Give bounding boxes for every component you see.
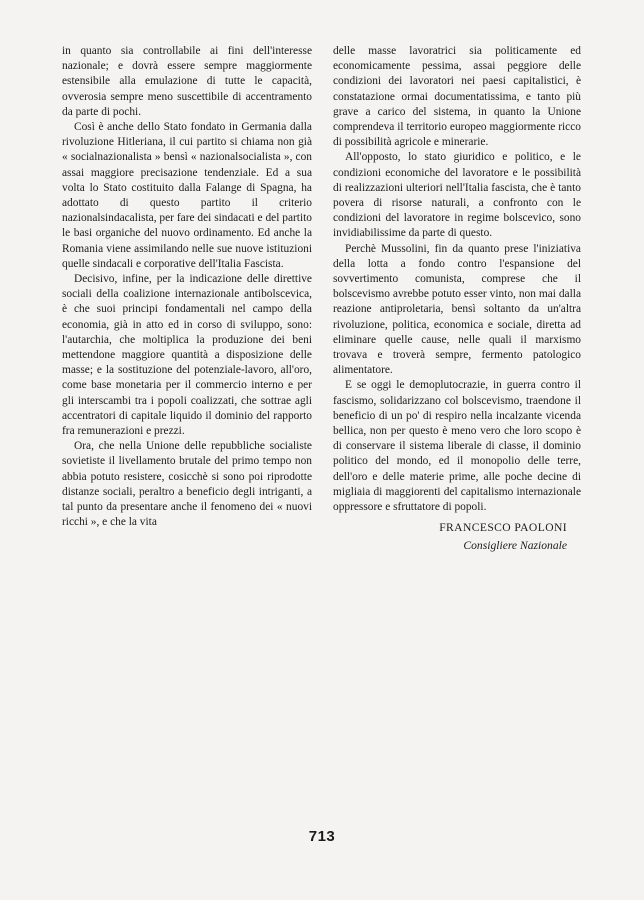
paragraph: All'opposto, lo stato giuridico e politico, e le condizioni economiche del lavoratore e le possibilità di realizzazioni ulteriori nell'Italia fascista, che è tanto povera di risorse naturali, a confronto con le condizioni del lavoratore in regime bolscevico, sono invidiabilissime da parte di questo. bbox=[333, 151, 581, 240]
paragraph: E se oggi le demoplutocrazie, in guerra contro il fascismo, solidarizzano col bolscevismo, traendone il beneficio di un po' di respiro nella incalzante vicenda bellica, non per questo è meno vero che loro scopo è di conservare il sistema liberale di classe, il dominio politico del mondo, ed il monopolio delle terre, dell'oro e delle materie prime, alle poche decine di migliaia di maggiorenti del capitalismo internazionale oppressore e sfruttatore di popoli. bbox=[333, 379, 581, 514]
author-name: FRANCESCO PAOLONI bbox=[439, 521, 567, 535]
left-text-column bbox=[62, 44, 312, 531]
paragraph: in quanto sia controllabile ai fini dell'interesse nazionale; e dovrà essere sempre maggiormente estensibile alla emulazione di tutte le capacità, ovverosia sempre meno suscettibile di accentramento da parte di pochi. bbox=[62, 45, 312, 118]
paragraph: Così è anche dello Stato fondato in Germania dalla rivoluzione Hitleriana, il cui partito si chiama non già « socialnazionalista » bensì « nazionalsocialista », con assai maggiore precisazione tendenziale. Ed a sua volta lo Stato costituito dalla Falange di Spagna, ha adottato di questo partito il criterio nazionalsindacalista, per fare dei sindacati e del partito le basi organiche del nuovo ordinamento. Ed anche la Romania viene assimilando nelle sue nuove istituzioni quelle sindacali e corporative dell'Italia Fascista. bbox=[62, 121, 312, 270]
paragraph: Decisivo, infine, per la indicazione delle direttive sociali della coalizione internazionale antibolscevica, è che suoi principi fondamentali nel campo della economia, già in atto ed in corso di sviluppo, sono: l'autarchia, che moltiplica la produzione dei beni mettendone maggiore quantità a disposizione delle masse; e la sostituzione del potenziale-lavoro, all'oro, come base monetaria per il commercio interno e per gli interscambi tra i popoli coalizzati, che sottrae agli accentratori di capitale liquido il dominio del rapporto fra remunerazioni e prezzi. bbox=[62, 273, 312, 438]
right-text-column bbox=[333, 44, 581, 553]
paragraph: delle masse lavoratrici sia politicamente ed economicamente pessima, assai peggiore delle condizioni dei lavoratori nei paesi capitalistici, è constatazione ormai documentatissima, e tanto più grave a carico del sistema, in quanto la Unione comprendeva il territorio europeo maggiormente ricco di possibilità agricole e minerarie. bbox=[333, 45, 581, 149]
author-title: Consigliere Nazionale bbox=[463, 538, 567, 552]
page-number: 713 bbox=[308, 828, 336, 845]
paragraph: Perchè Mussolini, fin da quanto prese l'iniziativa della lotta a fondo contro l'espansione del sovvertimento comunista, comprese che il bolscevismo avrebbe potuto esser vinto, non mai dalla reazione antiproletaria, bensì soltanto da un'altra rivoluzione, politica, economica e sociale, diretta ad eliminare quelle cause, nelle quali il marxismo trovava e troverà sempre, fermento patologico alimentatore. bbox=[333, 242, 581, 377]
paragraph: Ora, che nella Unione delle repubbliche socialiste sovietiste il livellamento brutale del primo tempo non abbia potuto resistere, cosicchè si sono poi riprodotte distanze sociali, peraltro a beneficio degli intriganti, a tal punto da presentare anche il fenomeno dei « nuovi ricchi », e che la vita bbox=[62, 440, 312, 529]
signature bbox=[333, 520, 581, 552]
